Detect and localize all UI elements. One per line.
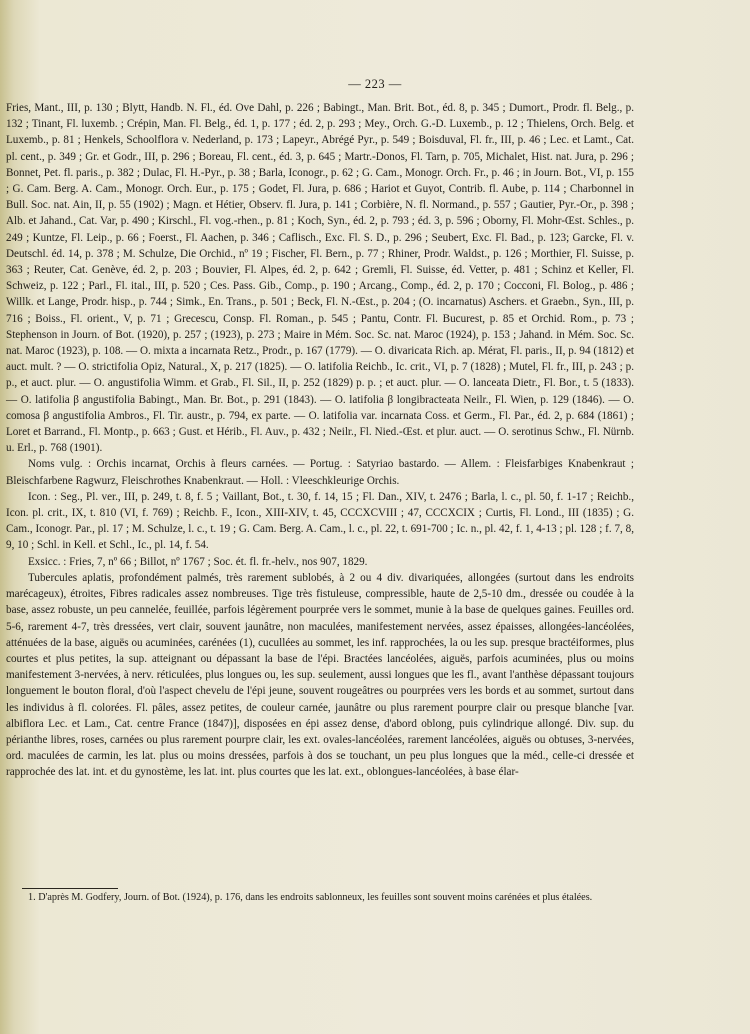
body-text xyxy=(6,100,634,781)
footnote-divider xyxy=(22,888,118,889)
iconography-paragraph: Icon. : Seg., Pl. ver., III, p. 249, t. 8, f. 5 ; Vaillant, Bot., t. 30, f. 14, 15 ; Fl. Dan., XIV, t. 2476 ; Barla, l. c., pl. 50, f. 1-17 ; Reichb., Icon. pl. crit., IX, t. 810 (VI, f. 769) ; Reichb. F., Icon., XIII-XIV, t. 45, CCCXCVIII ; 47, CCCXCIX ; Curtis, Fl. Lond., III (1835) ; G. Cam., Iconogr. Par., pl. 17 ; M. Schulze, l. c., t. 19 ; G. Cam. Berg. A. Cam., l. c., pl. 22, t. 691-700 ; Ic. n., pl. 42, f. 1, 4-13 ; pl. 128 ; f. 7, 8, 9, 10 ; Schl. in Kell. et Schl., Ic., pl. 14, f. 54. xyxy=(6,490,634,552)
synonymy-paragraph: Fries, Mant., III, p. 130 ; Blytt, Handb. N. Fl., éd. Ove Dahl, p. 226 ; Babingt., Man. Brit. Bot., éd. 8, p. 345 ; Dumort., Prodr. fl. Belg., p. 132 ; Tinant, Fl. luxemb. ; Crépin, Man. Fl. Belg., éd. 1, p. 177 ; éd. 2, p. 293 ; Mey., Orch. G.-D. Luxemb., p. 12 ; Thielens, Orch. Belg. et Luxemb., p. 81 ; Henkels, Schoolflora v. Nederland, p. 173 ; Lapeyr., Abrégé Pyr., p. 549 ; Boisduval, Fl. fr., III, p. 46 ; Lec. et Lamt., Cat. pl. cent., p. 349 ; Gr. et Godr., III, p. 296 ; Boreau, Fl. cent., éd. 3, p. 645 ; Martr.-Donos, Fl. Tarn, p. 705, Michalet, Hist. nat. Jura, p. 296 ; Bonnet, Pet. fl. paris., p. 382 ; Dulac, Fl. H.-Pyr., p. 38 ; Barla, Iconogr., p. 62 ; G. Cam., Monogr. Orch. Fr., p. 46 ; in Journ. Bot., VI, p. 155 ; G. Cam. Berg. A. Cam., Monogr. Orch. Eur., p. 175 ; Godet, Fl. Jura, p. 686 ; Hariot et Guyot, Contrib. fl. Aube, p. 114 ; Charbonnel in Bull. Soc. nat. Ain, II, p. 55 (1902) ; Magn. et Hétier, Observ. fl. Jura, p. 141 ; Corbière, N. fl. Normand., p. 557 ; Gautier, Pyr.-Or., p. 398 ; Alb. et Jahand., Cat. Var, p. 490 ; Kirschl., Fl. vog.-rhen., p. 81 ; Koch, Syn., éd. 2, p. 793 ; éd. 3, p. 596 ; Oborny, Fl. Mohr-Œst. Schles., p. 249 ; Kuntze, Fl. Leip., p. 66 ; Foerst., Fl. Aachen, p. 346 ; Caflisch., Exc. Fl. S. D., p. 296 ; Seubert, Exc. Fl. Bad., p. 123; Garcke, Fl. v. Deutschl. éd. 14, p. 378 ; M. Schulze, Die Orchid., nº 19 ; Fischer, Fl. Bern., p. 77 ; Rhiner, Prodr. Waldst., p. 126 ; Morthier, Fl. Suisse, p. 363 ; Reuter, Cat. Genève, éd. 2, p. 203 ; Bouvier, Fl. Alpes, éd. 2, p. 642 ; Gremli, Fl. Suisse, éd. Vetter, p. 481 ; Schinz et Keller, Fl. Schweiz, p. 122 ; Parl., Fl. ital., III, p. 520 ; Ces. Pass. Gib., Comp., p. 190 ; Arcang., Comp., éd. 2, p. 170 ; Cocconi, Fl. Bolog., p. 486 ; Willk. et Lange, Prodr. hisp., p. 744 ; Simk., En. Trans., p. 501 ; Beck, Fl. N.-Œst., p. 204 ; (O. incarnatus) Aschers. et Graebn., Syn., III, p. 716 ; Boiss., Fl. orient., V, p. 71 ; Grecescu, Consp. Fl. Roman., p. 545 ; Pantu, Contr. Fl. Bucurest, p. 85 et Orchid. Rom., p. 73 ; Stephenson in Journ. of Bot. (1920), p. 257 ; (1923), p. 273 ; Maire in Mém. Soc. Sc. nat. Maroc (1924), p. 153 ; Jahand. in Mém. Soc. Sc. nat. Maroc (1923), p. 108. — O. mixta a incarnata Retz., Prodr., p. 167 (1779). — O. divaricata Rich. ap. Mérat, Fl. paris., II, p. 94 (1812) et auct. mult. ? — O. strictifolia Opiz, Natural., X, p. 217 (1825). — O. latifolia Reichb., Ic. crit., VI, p. 7 (1828) ; Mutel, Fl. fr., III, p. 243 ; p. p., et auct. plur. — O. angustifolia Wimm. et Grab., Fl. Sil., II, p. 252 (1829) p. p. ; et auct. plur. — O. lanceata Dietr., Fl. Bor., t. 5 (1833). — O. latifolia β angustifolia Babingt., Man. Br. Bot., p. 291 (1843). — O. latifolia β longibracteata Neilr., Fl. Wien, p. 129 (1846). — O. comosa β angustifolia Ambros., Fl. Tir. austr., p. 794, ex parte. — O. latifolia var. incarnata Coss. et Germ., Fl. Par., éd. 2, p. 684 (1861) ; Loret et Barrand., Fl. Montp., p. 663 ; Gust. et Hérib., Fl. Auv., p. 432 ; Neilr., Fl. Nied.-Œst. et plur. auct. — O. serotinus Schw., Fl. Nürnb. u. Erl., p. 768 (1901). xyxy=(6,102,634,455)
vernacular-names-paragraph: Noms vulg. : Orchis incarnat, Orchis à fleurs carnées. — Portug. : Satyriao bastardo. — Allem. : Fleisfarbiges Knabenkraut ; Bleischfarbene Ragwurz, Fleischrothes Knabenkraut. — Holl. : Vleeschkleurige Orchis. xyxy=(6,458,634,487)
description-paragraph: Tubercules aplatis, profondément palmés, très rarement sublobés, à 2 ou 4 div. divariquées, allongées (surtout dans les endroits marécageux), étroites, Fibres radicales assez nombreuses. Tige très fistuleuse, compressible, haute de 2,5-10 dm., dressée ou coudée à la base, assez robuste, un peu cannelée, feuillée, parfois légèrement pourprée vers le sommet, munie à la base de quelques gaines. Feuilles ord. 5-6, rarement 4-7, très dressées, vert clair, souvent jaunâtre, non maculées, manifestement nervées, assez épaisses, allongées-lancéolées, atténuées de la base, aiguës ou acuminées, carénées (1), cucullées au sommet, les inf. rapprochées, la ou les sup. presque bractéiformes, plus courtes et plus petites, la sup. atteignant ou dépassant la base de l'épi. Bractées lancéolées, aiguës, parfois acuminées, plus ou moins manifestement 3-nervées, à nerv. réticulées, plus longues ou, les sup. seulement, aussi longues que les fl., avant l'anthèse dépassant toujours longuement le bouton floral, d'où l'aspect chevelu de l'épi jeune, souvent rougeâtres ou pourprées vers les bords et au sommet, surtout dans les individus à fl. colorées. Fl. pâles, assez petites, de couleur carnée, jaunâtre ou plus rarement pourpre clair ou presque blanche [var. albiflora Lec. et Lam., Cat. centre France (1847)], disposées en épi assez dense, d'abord oblong, puis cylindrique allongé. Div. sup. du périanthe libres, roses, carnées ou plus rarement pourpre clair, les ext. ovales-lancéolées, rarement lancéolées, aiguës ou obtuses, 3-nervées, ord. maculées de carmin, les lat. plus ou moins dressées, parfois à dos se touchant, un peu plus longues que la méd., celle-ci dressée et rapprochée des lat. int. et du gynostème, les lat. int. plus courtes que les lat. ext., oblongues-lancéolées, à base élar- xyxy=(6,571,634,779)
footnote-text: 1. D'après M. Godfery, Journ. of Bot. (1924), p. 176, dans les endroits sablonneux, les feuilles sont souvent moins carénées et plus étalées. xyxy=(28,892,593,903)
footnote xyxy=(6,891,634,905)
page-number: — 223 — xyxy=(348,77,402,91)
exsiccata-paragraph: Exsicc. : Fries, 7, nº 66 ; Billot, nº 1767 ; Soc. ét. fl. fr.-helv., nos 907, 1829. xyxy=(28,555,368,568)
